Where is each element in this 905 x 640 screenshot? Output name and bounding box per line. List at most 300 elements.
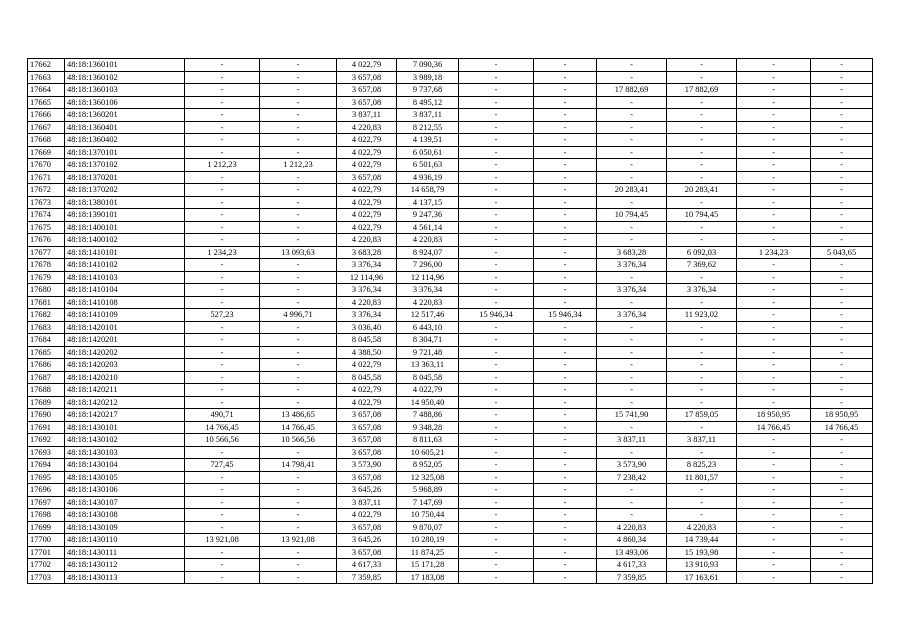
cadastral-number-cell: 48:18:1370202 (65, 184, 185, 197)
value-cell: - (597, 484, 667, 497)
table-row (28, 496, 873, 509)
value-cell: - (737, 434, 811, 447)
value-cell: 3 573,90 (337, 459, 397, 472)
value-cell: 14 950,40 (397, 396, 459, 409)
value-cell: 17 163,61 (667, 571, 737, 584)
value-cell: - (459, 396, 534, 409)
value-cell: 4 388,50 (337, 346, 397, 359)
value-cell: 3 837,11 (397, 109, 459, 122)
row-number-cell: 17681 (28, 296, 65, 309)
row-number-cell: 17700 (28, 534, 65, 547)
cadastral-number-cell: 48:18:1420211 (65, 384, 185, 397)
value-cell: 15 171,28 (397, 559, 459, 572)
table-row (28, 71, 873, 84)
value-cell: - (260, 321, 337, 334)
value-cell: - (459, 509, 534, 522)
row-number-cell: 17683 (28, 321, 65, 334)
value-cell: - (534, 96, 597, 109)
value-cell: 3 376,34 (597, 309, 667, 322)
value-cell: - (534, 184, 597, 197)
value-cell: - (811, 209, 873, 222)
value-cell: - (597, 509, 667, 522)
value-cell: 11 801,57 (667, 471, 737, 484)
value-cell: - (534, 171, 597, 184)
value-cell: 3 376,34 (597, 259, 667, 272)
value-cell: - (459, 196, 534, 209)
value-cell: - (534, 521, 597, 534)
value-cell: 1 212,23 (185, 159, 260, 172)
value-cell: - (811, 321, 873, 334)
value-cell: - (737, 121, 811, 134)
value-cell: - (811, 346, 873, 359)
row-number-cell: 17689 (28, 396, 65, 409)
value-cell: 12 114,96 (397, 271, 459, 284)
row-number-cell: 17677 (28, 246, 65, 259)
value-cell: - (667, 446, 737, 459)
value-cell: - (185, 359, 260, 372)
value-cell: - (534, 409, 597, 422)
value-cell: - (667, 334, 737, 347)
value-cell: 8 952,05 (397, 459, 459, 472)
row-number-cell: 17699 (28, 521, 65, 534)
value-cell: - (811, 446, 873, 459)
value-cell: - (737, 296, 811, 309)
value-cell: - (459, 484, 534, 497)
value-cell: - (597, 71, 667, 84)
value-cell: - (811, 84, 873, 97)
value-cell: 4 022,79 (337, 384, 397, 397)
value-cell: 9 348,28 (397, 421, 459, 434)
value-cell: 527,23 (185, 309, 260, 322)
value-cell: 490,71 (185, 409, 260, 422)
row-number-cell: 17670 (28, 159, 65, 172)
value-cell: - (597, 496, 667, 509)
value-cell: - (185, 171, 260, 184)
table-row (28, 84, 873, 97)
table-row (28, 334, 873, 347)
value-cell: - (737, 509, 811, 522)
value-cell: - (811, 96, 873, 109)
value-cell: - (811, 259, 873, 272)
value-cell: - (260, 96, 337, 109)
value-cell: - (534, 446, 597, 459)
row-number-cell: 17691 (28, 421, 65, 434)
value-cell: - (534, 459, 597, 472)
value-cell: - (459, 146, 534, 159)
value-cell: 15 946,34 (534, 309, 597, 322)
row-number-cell: 17702 (28, 559, 65, 572)
value-cell: - (260, 359, 337, 372)
value-cell: - (260, 59, 337, 72)
value-cell: - (459, 209, 534, 222)
value-cell: - (459, 171, 534, 184)
value-cell: - (260, 484, 337, 497)
value-cell: - (459, 384, 534, 397)
value-cell: - (534, 271, 597, 284)
value-cell: - (667, 196, 737, 209)
value-cell: - (811, 234, 873, 247)
value-cell: - (185, 446, 260, 459)
value-cell: - (811, 309, 873, 322)
value-cell: - (667, 121, 737, 134)
table-row (28, 534, 873, 547)
value-cell: 4 936,19 (397, 171, 459, 184)
value-cell: - (534, 209, 597, 222)
value-cell: 3 376,34 (597, 284, 667, 297)
value-cell: 13 921,08 (260, 534, 337, 547)
value-cell: - (667, 359, 737, 372)
value-cell: 13 093,63 (260, 246, 337, 259)
value-cell: 15 741,90 (597, 409, 667, 422)
value-cell: - (459, 321, 534, 334)
table-row (28, 371, 873, 384)
value-cell: - (260, 471, 337, 484)
value-cell: - (185, 234, 260, 247)
value-cell: - (737, 359, 811, 372)
value-cell: - (459, 121, 534, 134)
value-cell: 10 605,21 (397, 446, 459, 459)
table-row (28, 209, 873, 222)
value-cell: - (534, 71, 597, 84)
cadastral-number-cell: 48:18:1430101 (65, 421, 185, 434)
table-row (28, 309, 873, 322)
value-cell: 3 657,08 (337, 546, 397, 559)
value-cell: - (667, 71, 737, 84)
table-row (28, 259, 873, 272)
value-cell: 13 921,08 (185, 534, 260, 547)
value-cell: 3 657,08 (337, 434, 397, 447)
value-cell: - (459, 571, 534, 584)
table-row (28, 346, 873, 359)
value-cell: - (534, 109, 597, 122)
value-cell: 8 924,07 (397, 246, 459, 259)
value-cell: - (459, 546, 534, 559)
value-cell: 7 359,85 (337, 571, 397, 584)
value-cell: 3 376,34 (337, 259, 397, 272)
value-cell: 3 376,34 (667, 284, 737, 297)
cadastral-number-cell: 48:18:1420202 (65, 346, 185, 359)
value-cell: - (260, 171, 337, 184)
value-cell: - (459, 446, 534, 459)
value-cell: - (459, 259, 534, 272)
value-cell: 4 220,83 (397, 296, 459, 309)
value-cell: 4 220,83 (597, 521, 667, 534)
value-cell: - (597, 384, 667, 397)
value-cell: - (534, 534, 597, 547)
value-cell: - (597, 109, 667, 122)
value-cell: 4 022,79 (337, 396, 397, 409)
value-cell: - (534, 546, 597, 559)
cadastral-number-cell: 48:18:1420201 (65, 334, 185, 347)
value-cell: 1 234,23 (737, 246, 811, 259)
row-number-cell: 17697 (28, 496, 65, 509)
value-cell: 3 573,90 (597, 459, 667, 472)
cadastral-number-cell: 48:18:1430104 (65, 459, 185, 472)
table-row (28, 421, 873, 434)
value-cell: - (737, 84, 811, 97)
value-cell: - (534, 359, 597, 372)
value-cell: - (667, 371, 737, 384)
cadastral-number-cell: 48:18:1380101 (65, 196, 185, 209)
value-cell: - (597, 346, 667, 359)
value-cell: - (260, 259, 337, 272)
value-cell: - (737, 171, 811, 184)
cadastral-number-cell: 48:18:1410104 (65, 284, 185, 297)
value-cell: - (260, 271, 337, 284)
cadastral-number-cell: 48:18:1360402 (65, 134, 185, 147)
value-cell: - (737, 284, 811, 297)
value-cell: - (811, 496, 873, 509)
value-cell: - (811, 171, 873, 184)
value-cell: - (811, 221, 873, 234)
value-cell: - (737, 346, 811, 359)
value-cell: - (260, 396, 337, 409)
value-cell: 7 369,62 (667, 259, 737, 272)
row-number-cell: 17698 (28, 509, 65, 522)
value-cell: 14 798,41 (260, 459, 337, 472)
value-cell: - (459, 359, 534, 372)
value-cell: - (597, 196, 667, 209)
value-cell: - (185, 109, 260, 122)
value-cell: - (260, 134, 337, 147)
value-cell: - (459, 84, 534, 97)
value-cell: - (811, 371, 873, 384)
value-cell: - (185, 271, 260, 284)
value-cell: 11 923,02 (667, 309, 737, 322)
row-number-cell: 17676 (28, 234, 65, 247)
value-cell: 5 043,65 (811, 246, 873, 259)
value-cell: - (667, 296, 737, 309)
value-cell: - (737, 196, 811, 209)
value-cell: - (534, 321, 597, 334)
row-number-cell: 17684 (28, 334, 65, 347)
cadastral-number-cell: 48:18:1360103 (65, 84, 185, 97)
value-cell: - (667, 271, 737, 284)
value-cell: 4 220,83 (337, 296, 397, 309)
value-cell: - (737, 371, 811, 384)
value-cell: - (260, 509, 337, 522)
value-cell: - (260, 559, 337, 572)
value-cell: - (597, 446, 667, 459)
value-cell: - (811, 546, 873, 559)
value-cell: - (260, 146, 337, 159)
value-cell: - (185, 521, 260, 534)
value-cell: 4 022,79 (337, 134, 397, 147)
table-row (28, 509, 873, 522)
value-cell: - (597, 171, 667, 184)
value-cell: - (667, 171, 737, 184)
cadastral-number-cell: 48:18:1430107 (65, 496, 185, 509)
value-cell: - (260, 221, 337, 234)
row-number-cell: 17665 (28, 96, 65, 109)
value-cell: 4 860,34 (597, 534, 667, 547)
value-cell: 14 739,44 (667, 534, 737, 547)
cadastral-number-cell: 48:18:1430102 (65, 434, 185, 447)
value-cell: 3 657,08 (337, 421, 397, 434)
value-cell: - (737, 471, 811, 484)
value-cell: - (534, 334, 597, 347)
row-number-cell: 17679 (28, 271, 65, 284)
value-cell: 3 657,08 (337, 96, 397, 109)
table-row (28, 296, 873, 309)
value-cell: - (185, 134, 260, 147)
value-cell: - (534, 146, 597, 159)
value-cell: - (459, 234, 534, 247)
row-number-cell: 17693 (28, 446, 65, 459)
value-cell: - (534, 421, 597, 434)
value-cell: - (459, 534, 534, 547)
value-cell: - (459, 496, 534, 509)
value-cell: - (459, 421, 534, 434)
value-cell: 3 837,11 (337, 496, 397, 509)
value-cell: - (667, 396, 737, 409)
value-cell: - (811, 146, 873, 159)
value-cell: 15 946,34 (459, 309, 534, 322)
value-cell: 9 247,36 (397, 209, 459, 222)
value-cell: 3 657,08 (337, 409, 397, 422)
value-cell: - (459, 284, 534, 297)
value-cell: - (459, 371, 534, 384)
value-cell: - (597, 359, 667, 372)
value-cell: - (597, 421, 667, 434)
value-cell: - (534, 396, 597, 409)
cadastral-number-cell: 48:18:1360101 (65, 59, 185, 72)
value-cell: - (260, 371, 337, 384)
value-cell: - (811, 484, 873, 497)
value-cell: - (534, 246, 597, 259)
value-cell: - (534, 371, 597, 384)
value-cell: 3 989,18 (397, 71, 459, 84)
value-cell: - (811, 109, 873, 122)
value-cell: - (811, 59, 873, 72)
table-row (28, 184, 873, 197)
cadastral-number-cell: 48:18:1400102 (65, 234, 185, 247)
value-cell: - (260, 346, 337, 359)
value-cell: 9 737,68 (397, 84, 459, 97)
table-row (28, 221, 873, 234)
value-cell: 10 750,44 (397, 509, 459, 522)
value-cell: 5 968,89 (397, 484, 459, 497)
value-cell: - (811, 471, 873, 484)
value-cell: - (260, 521, 337, 534)
value-cell: - (597, 121, 667, 134)
value-cell: 4 022,79 (337, 359, 397, 372)
value-cell: - (811, 384, 873, 397)
value-cell: 3 683,28 (597, 246, 667, 259)
value-cell: - (185, 221, 260, 234)
value-cell: 7 238,42 (597, 471, 667, 484)
table-row (28, 171, 873, 184)
value-cell: - (534, 496, 597, 509)
cadastral-number-cell: 48:18:1400101 (65, 221, 185, 234)
value-cell: 10 280,19 (397, 534, 459, 547)
value-cell: 13 363,11 (397, 359, 459, 372)
table-row (28, 459, 873, 472)
value-cell: - (185, 546, 260, 559)
value-cell: - (185, 384, 260, 397)
value-cell: 18 950,95 (737, 409, 811, 422)
table-row (28, 446, 873, 459)
value-cell: 7 147,69 (397, 496, 459, 509)
value-cell: - (534, 571, 597, 584)
cadastral-number-cell: 48:18:1410103 (65, 271, 185, 284)
value-cell: - (534, 234, 597, 247)
row-number-cell: 17696 (28, 484, 65, 497)
value-cell: - (260, 284, 337, 297)
table-row (28, 196, 873, 209)
value-cell: - (737, 484, 811, 497)
table-row (28, 396, 873, 409)
value-cell: 7 296,00 (397, 259, 459, 272)
value-cell: - (534, 434, 597, 447)
value-cell: - (459, 459, 534, 472)
value-cell: 4 022,79 (337, 196, 397, 209)
value-cell: 9 870,07 (397, 521, 459, 534)
cadastral-number-cell: 48:18:1410102 (65, 259, 185, 272)
row-number-cell: 17687 (28, 371, 65, 384)
value-cell: 7 359,85 (597, 571, 667, 584)
value-cell: - (459, 246, 534, 259)
value-cell: 8 495,12 (397, 96, 459, 109)
table-row (28, 484, 873, 497)
value-cell: - (459, 559, 534, 572)
value-cell: - (597, 134, 667, 147)
value-cell: - (667, 421, 737, 434)
value-cell: 13 486,65 (260, 409, 337, 422)
value-cell: - (185, 121, 260, 134)
value-cell: - (534, 284, 597, 297)
value-cell: - (597, 271, 667, 284)
value-cell: - (597, 159, 667, 172)
value-cell: - (811, 284, 873, 297)
value-cell: 8 212,55 (397, 121, 459, 134)
value-cell: - (737, 521, 811, 534)
value-cell: - (185, 146, 260, 159)
cadastral-number-cell: 48:18:1430113 (65, 571, 185, 584)
value-cell: - (597, 234, 667, 247)
value-cell: - (667, 346, 737, 359)
value-cell: - (534, 59, 597, 72)
value-cell: 3 645,26 (337, 534, 397, 547)
value-cell: 4 022,79 (337, 146, 397, 159)
value-cell: 12 517,46 (397, 309, 459, 322)
value-cell: - (597, 334, 667, 347)
value-cell: - (459, 159, 534, 172)
value-cell: - (811, 396, 873, 409)
value-cell: - (260, 496, 337, 509)
value-cell: - (737, 109, 811, 122)
cadastral-number-cell: 48:18:1430110 (65, 534, 185, 547)
value-cell: - (667, 59, 737, 72)
value-cell: - (260, 121, 337, 134)
value-cell: - (667, 221, 737, 234)
value-cell: - (534, 384, 597, 397)
value-cell: - (811, 359, 873, 372)
value-cell: 7 488,86 (397, 409, 459, 422)
value-cell: - (459, 109, 534, 122)
value-cell: - (459, 184, 534, 197)
value-cell: - (737, 96, 811, 109)
value-cell: - (534, 484, 597, 497)
cadastral-number-cell: 48:18:1410101 (65, 246, 185, 259)
value-cell: - (737, 384, 811, 397)
value-cell: 12 325,08 (397, 471, 459, 484)
value-cell: - (667, 384, 737, 397)
value-cell: - (811, 559, 873, 572)
value-cell: - (185, 371, 260, 384)
cadastral-number-cell: 48:18:1360106 (65, 96, 185, 109)
value-cell: 8 811,63 (397, 434, 459, 447)
